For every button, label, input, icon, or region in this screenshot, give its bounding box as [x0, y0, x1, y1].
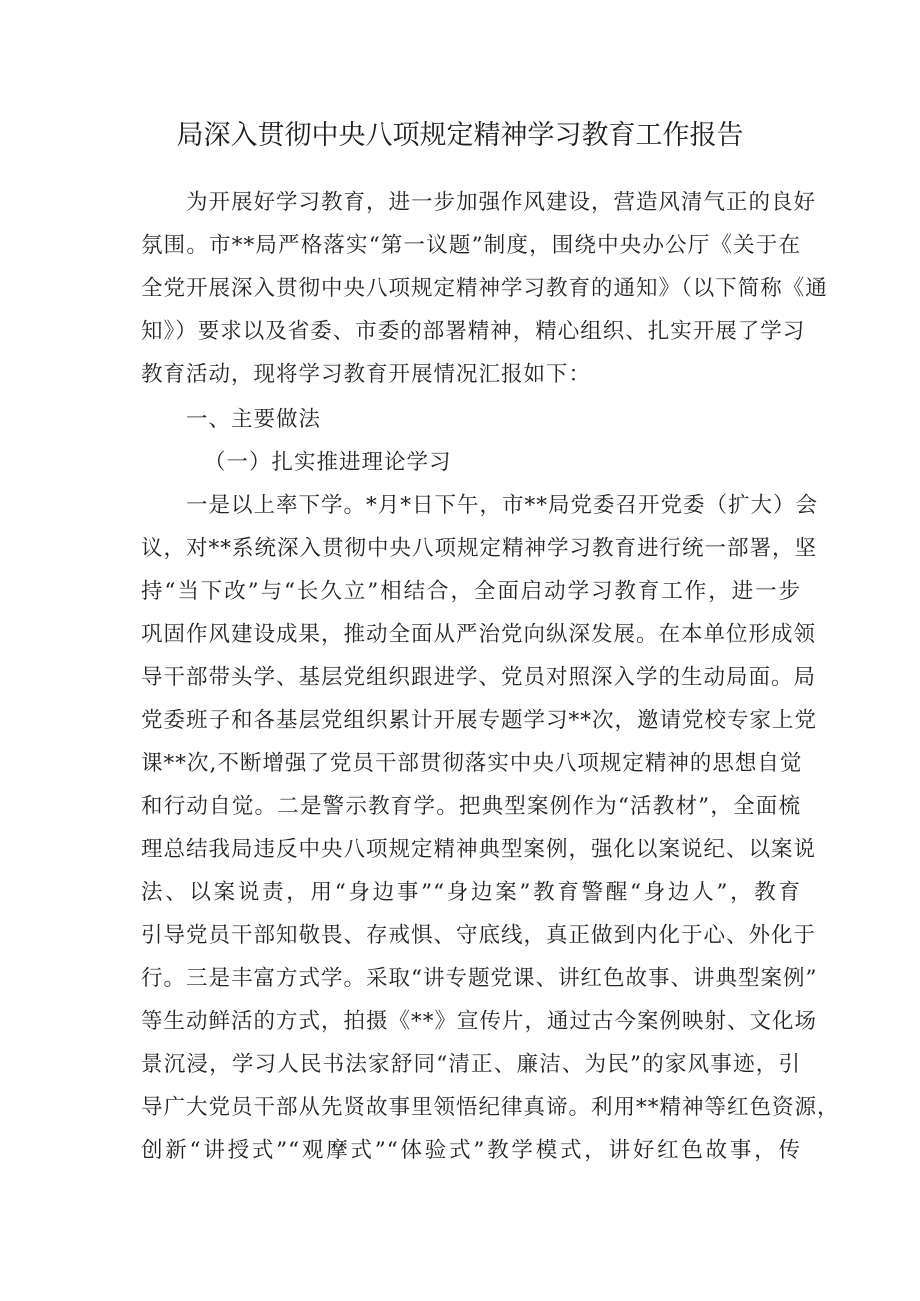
paragraph-line: 教育活动，现将学习教育开展情况汇报如下： — [141, 362, 592, 387]
paragraph-line: 创新“讲授式”“观摩式”“体验式”教学模式，讲好红色故事，传 — [141, 1138, 801, 1163]
paragraph-line: 法、以案说责，用“身边事”“身边案”教育警醒“身边人”，教育 — [141, 880, 801, 905]
paragraph-line: 等生动鲜活的方式，拍摄《**》宣传片，通过古今案例映射、文化场 — [141, 1009, 818, 1034]
paragraph-line: 景沉浸，学习人民书法家舒同“清正、廉洁、为民”的家风事迹，引 — [141, 1052, 801, 1077]
section-heading: 一、主要做法 — [186, 407, 322, 432]
paragraph-line: 行。三是丰富方式学。采取“讲专题党课、讲红色故事、讲典型案例” — [141, 966, 818, 991]
paragraph-line: 和行动自觉。二是警示教育学。把典型案例作为“活教材”，全面梳 — [141, 794, 801, 819]
subsection-heading: （一）扎实推进理论学习 — [204, 450, 452, 475]
paragraph-line: 持“当下改”与“长久立”相结合，全面启动学习教育工作，进一步 — [141, 579, 801, 604]
paragraph-line: 巩固作风建设成果，推动全面从严治党向纵深发展。在本单位形成领 — [141, 622, 817, 647]
paragraph-line: 导广大党员干部从先贤故事里领悟纪律真谛。利用**精神等红色资源， — [141, 1095, 840, 1120]
paragraph-line: 知》）要求以及省委、市委的部署精神，精心组织、扎实开展了学习 — [141, 319, 806, 344]
paragraph-line: 为开展好学习教育，进一步加强作风建设，营造风清气正的良好 — [186, 190, 817, 215]
paragraph-line: 氛围。市**局严格落实“第一议题”制度，围绕中央办公厅《关于在 — [141, 233, 801, 258]
paragraph-line: 一是以上率下学。*月*日下午，市**局党委召开党委（扩大）会 — [186, 493, 819, 518]
paragraph-line: 引导党员干部知敬畏、存戒惧、守底线，真正做到内化于心、外化于 — [141, 923, 817, 948]
document-title: 局深入贯彻中央八项规定精神学习教育工作报告 — [176, 120, 744, 151]
paragraph-line: 议，对**系统深入贯彻中央八项规定精神学习教育进行统一部署，坚 — [141, 536, 818, 561]
paragraph-line: 党委班子和各基层党组织累计开展专题学习**次，邀请党校专家上党 — [141, 708, 818, 733]
paragraph-line: 理总结我局违反中央八项规定精神典型案例，强化以案说纪、以案说 — [141, 837, 817, 862]
paragraph-line: 全党开展深入贯彻中央八项规定精神学习教育的通知》（以下简称《通 — [141, 276, 828, 301]
paragraph-line: 导干部带头学、基层党组织跟进学、党员对照深入学的生动局面。局 — [141, 665, 817, 690]
paragraph-line: 课**次,不断增强了党员干部贯彻落实中央八项规定精神的思想自觉 — [141, 751, 803, 776]
